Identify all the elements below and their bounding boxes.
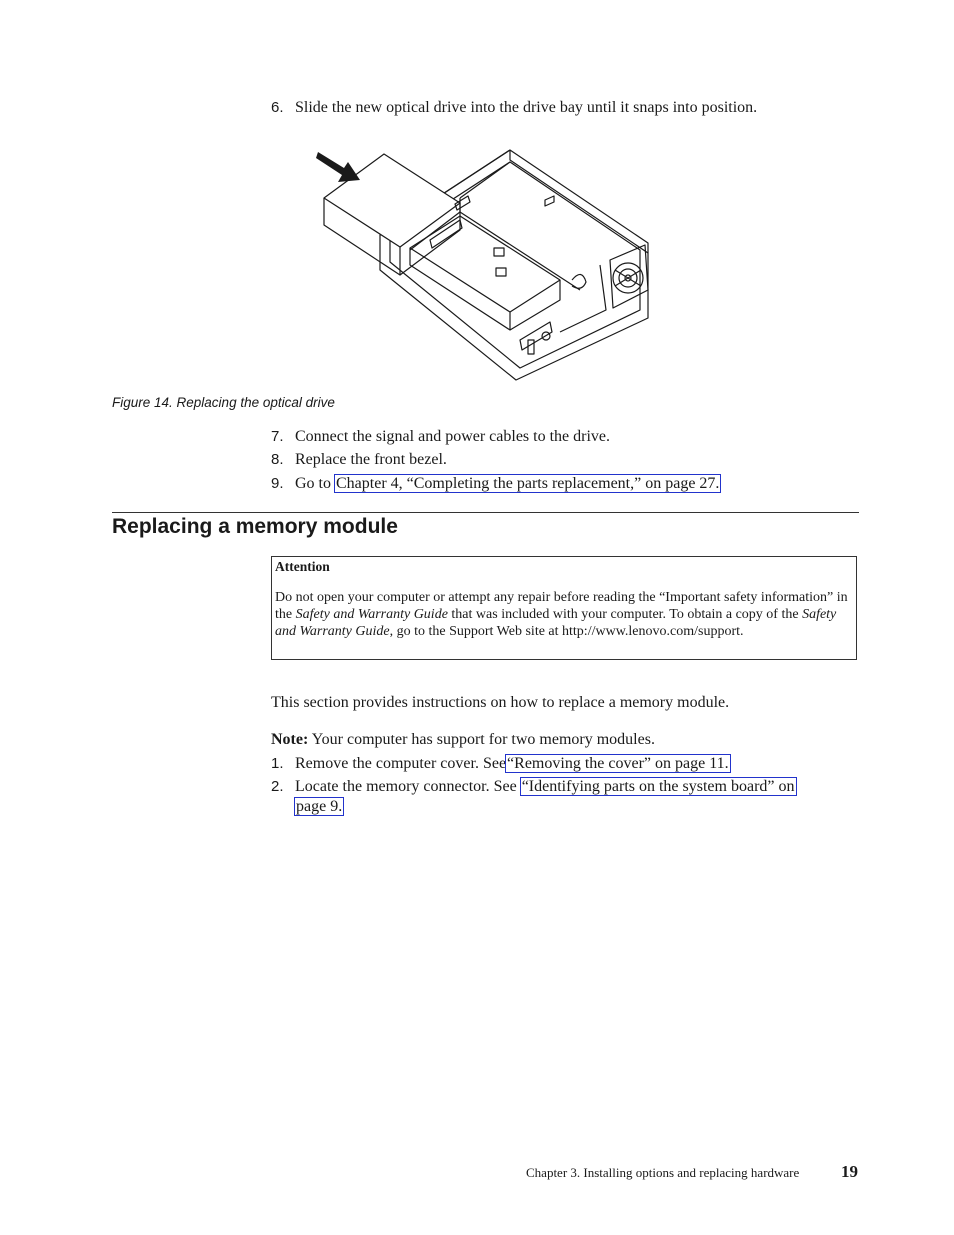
section-title: Replacing a memory module [112,515,398,538]
attention-guide-title: Safety and Warranty Guide [295,607,448,622]
step-number: 7. [271,428,284,445]
step-text: Replace the front bezel. [295,451,447,468]
optical-drive-illustration [310,140,655,385]
note-text: Your computer has support for two memory modules. [311,731,655,748]
footer-chapter: Chapter 3. Installing options and replacing hardware [526,1165,800,1180]
step-number: 9. [271,475,284,492]
identifying-parts-link-continued[interactable]: page 9. [296,798,343,815]
attention-title: Attention [275,559,330,574]
section-rule [112,512,859,513]
page-number: 19 [841,1162,858,1181]
step-2-continued [295,797,343,817]
figure-caption: Figure 14. Replacing the optical drive [112,395,335,410]
note-label: Note: [271,731,309,748]
step-text: Go to [295,475,331,492]
chapter-4-link[interactable]: Chapter 4, “Completing the parts replacement,” on page 27. [336,475,720,492]
step-text: Locate the memory connector. See [295,778,517,795]
attention-body [275,589,850,640]
step-text: Connect the signal and power cables to the drive. [295,428,611,445]
removing-cover-link[interactable]: “Removing the cover” on page 11. [507,755,729,772]
step-number: 8. [271,451,284,468]
step-number: 6. [271,99,284,116]
attention-text: Do not open your computer or attempt any repair before reading the “Important safety information” in the [275,590,848,622]
attention-guide-title: Safety and Warranty Guide [275,607,837,639]
step-text: Remove the computer cover. See [295,755,507,772]
note [271,730,655,750]
intro-paragraph: This section provides instructions on how to replace a memory module. [271,694,730,711]
step-number: 2. [271,778,284,795]
attention-box [271,556,857,660]
step-text: Slide the new optical drive into the drive bay until it snaps into position. [295,99,758,116]
attention-text: , go to the Support Web site at http://www.lenovo.com/support. [389,624,744,639]
identifying-parts-link[interactable]: “Identifying parts on the system board” on [521,778,795,795]
attention-text: that was included with your computer. To obtain a copy of the [447,607,803,622]
step-number: 1. [271,755,284,772]
